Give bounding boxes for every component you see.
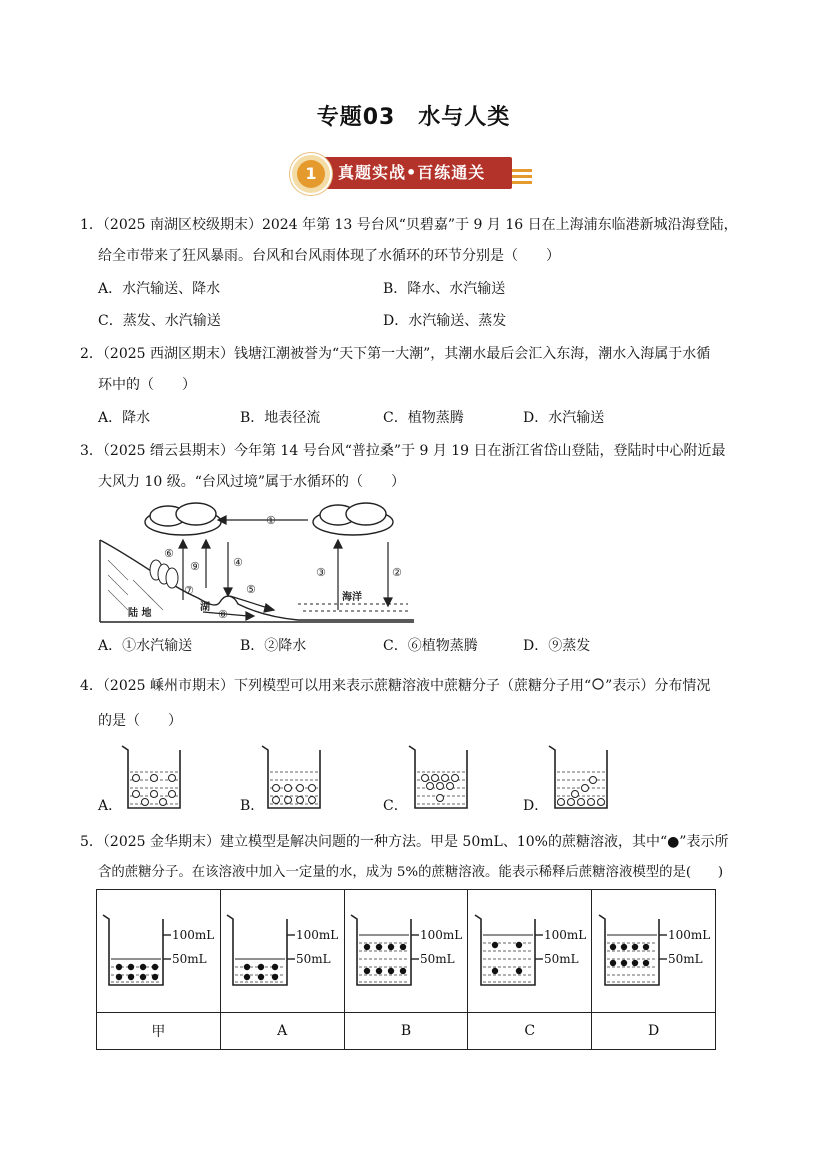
mark-50ml: 50mL (419, 952, 455, 966)
marker-4: ④ (233, 556, 243, 569)
question-4-option-c[interactable]: C． (383, 798, 408, 814)
model-cell-c (468, 890, 592, 1013)
banner-number-badge (290, 153, 332, 195)
beaker-b[interactable] (258, 744, 330, 814)
question-2-option-d[interactable]: D．水汽输送 (523, 410, 605, 426)
mark-50ml: 50mL (543, 952, 579, 966)
beaker-model-c[interactable] (471, 909, 589, 989)
model-label-d[interactable]: D (592, 1013, 716, 1050)
model-cell-jia (97, 890, 221, 1013)
ocean-surface (298, 604, 408, 611)
cloud-ocean-icon (313, 503, 393, 535)
water-cycle-diagram (98, 500, 418, 625)
question-3-line-1: 3．（2025 缙云县期末）今年第 14 号台风“普拉桑”于 9 月 19 日在浙江省岱山登陆，登陆时中心附近最 (80, 443, 726, 459)
model-cell-b (344, 890, 468, 1013)
sucrose-molecule-icon (591, 677, 605, 691)
cloud-land-icon (145, 503, 221, 535)
marker-3: ③ (316, 566, 326, 579)
question-3-option-c[interactable]: C．⑥植物蒸腾 (383, 638, 478, 654)
mark-100ml: 100mL (419, 928, 463, 942)
banner-label: 真题实战•百练通关 (338, 163, 486, 182)
mark-100ml: 100mL (667, 928, 710, 942)
beaker-d[interactable] (545, 744, 617, 814)
mark-100ml: 100mL (296, 928, 339, 942)
beaker-a[interactable] (118, 744, 190, 814)
question-2-line-1: 2．（2025 西湖区期末）钱塘江潮被誉为“天下第一大潮”，其潮水最后会汇入东海，潮水入海属于水循 (80, 346, 711, 362)
model-label-a[interactable]: A (220, 1013, 344, 1050)
marker-9: ⑨ (190, 560, 200, 573)
banner-stripe (512, 169, 532, 172)
question-1-option-c[interactable]: C．蒸发、水汽输送 (98, 313, 221, 329)
question-2-option-b[interactable]: B．地表径流 (240, 410, 321, 426)
marker-6: ⑥ (164, 547, 174, 560)
question-5-line-2: 含的蔗糖分子。在该溶液中加入一定量的水，成为 5%的蔗糖溶液。能表示稀释后蔗糖溶液模型的是( ) (98, 865, 724, 880)
beaker-model-d[interactable] (595, 909, 713, 989)
question-3-option-a[interactable]: A．①水汽输送 (98, 638, 193, 654)
model-cell-a (220, 890, 344, 1013)
model-table (96, 889, 716, 1050)
lake-label: 湖 (200, 602, 210, 613)
mark-100ml: 100mL (172, 928, 215, 942)
ocean-label: 海洋 (342, 592, 362, 603)
page-title: 专题03 水与人类 (316, 105, 511, 130)
marker-5: ⑤ (246, 583, 256, 596)
model-cell-d (592, 890, 716, 1013)
marker-1: ① (266, 514, 276, 527)
marker-7: ⑦ (184, 584, 194, 597)
question-1-option-b[interactable]: B．降水、水汽输送 (383, 281, 506, 297)
question-2-option-c[interactable]: C．植物蒸腾 (383, 410, 464, 426)
banner-stripe (512, 181, 532, 184)
model-label-jia: 甲 (97, 1013, 221, 1050)
question-4-text-a: 4．（2025 嵊州市期末）下列模型可以用来表示蔗糖溶液中蔗糖分子（蔗糖分子用“ (80, 678, 592, 694)
mark-50ml: 50mL (296, 952, 331, 966)
section-banner (290, 153, 535, 193)
beaker-jia (99, 909, 217, 989)
model-label-b[interactable]: B (344, 1013, 468, 1050)
question-1-line-1: 1．（2025 南湖区校级期末）2024 年第 13 号台风“贝碧嘉”于 9 月 16 日在上海浦东临港新城沿海登陆， (80, 217, 738, 233)
banner-stripe (512, 175, 532, 178)
question-2-option-a[interactable]: A．降水 (98, 410, 151, 426)
question-4-option-a[interactable]: A． (98, 798, 123, 814)
question-4-option-d[interactable]: D． (523, 798, 549, 814)
marker-8: ⑧ (218, 608, 228, 621)
banner-number: 1 (297, 160, 325, 188)
model-label-c[interactable]: C (468, 1013, 592, 1050)
question-3-option-d[interactable]: D．⑨蒸发 (523, 638, 591, 654)
question-5-line-1: 5．（2025 金华期末）建立模型是解决问题的一种方法。甲是 50mL、10%的蔗糖溶液，其中“●”表示所 (80, 834, 729, 850)
mark-100ml: 100mL (543, 928, 587, 942)
tree-icon (150, 560, 178, 588)
question-4-option-b[interactable]: B． (240, 798, 265, 814)
question-1-option-a[interactable]: A．水汽输送、降水 (98, 281, 221, 297)
question-2-line-2: 环中的（ ） (98, 377, 196, 393)
marker-2: ② (392, 566, 402, 579)
question-4-line-2: 的是（ ） (98, 713, 182, 729)
question-1-line-2: 给全市带来了狂风暴雨。台风和台风雨体现了水循环的环节分别是（ ） (98, 248, 560, 264)
mark-50ml: 50mL (667, 952, 703, 966)
question-3-option-b[interactable]: B．②降水 (240, 638, 307, 654)
land-label: 陆 地 (128, 608, 152, 619)
mark-50ml: 50mL (172, 952, 208, 966)
question-4-text-b: ”表示）分布情况 (605, 678, 711, 694)
question-4-line-1 (80, 676, 710, 696)
question-3-line-2: 大风力 10 级。“台风过境”属于水循环的（ ） (98, 474, 406, 490)
question-1-option-d[interactable]: D．水汽输送、蒸发 (383, 313, 507, 329)
beaker-model-b[interactable] (347, 909, 465, 989)
beaker-c[interactable] (405, 744, 477, 814)
beaker-model-a[interactable] (223, 909, 341, 989)
